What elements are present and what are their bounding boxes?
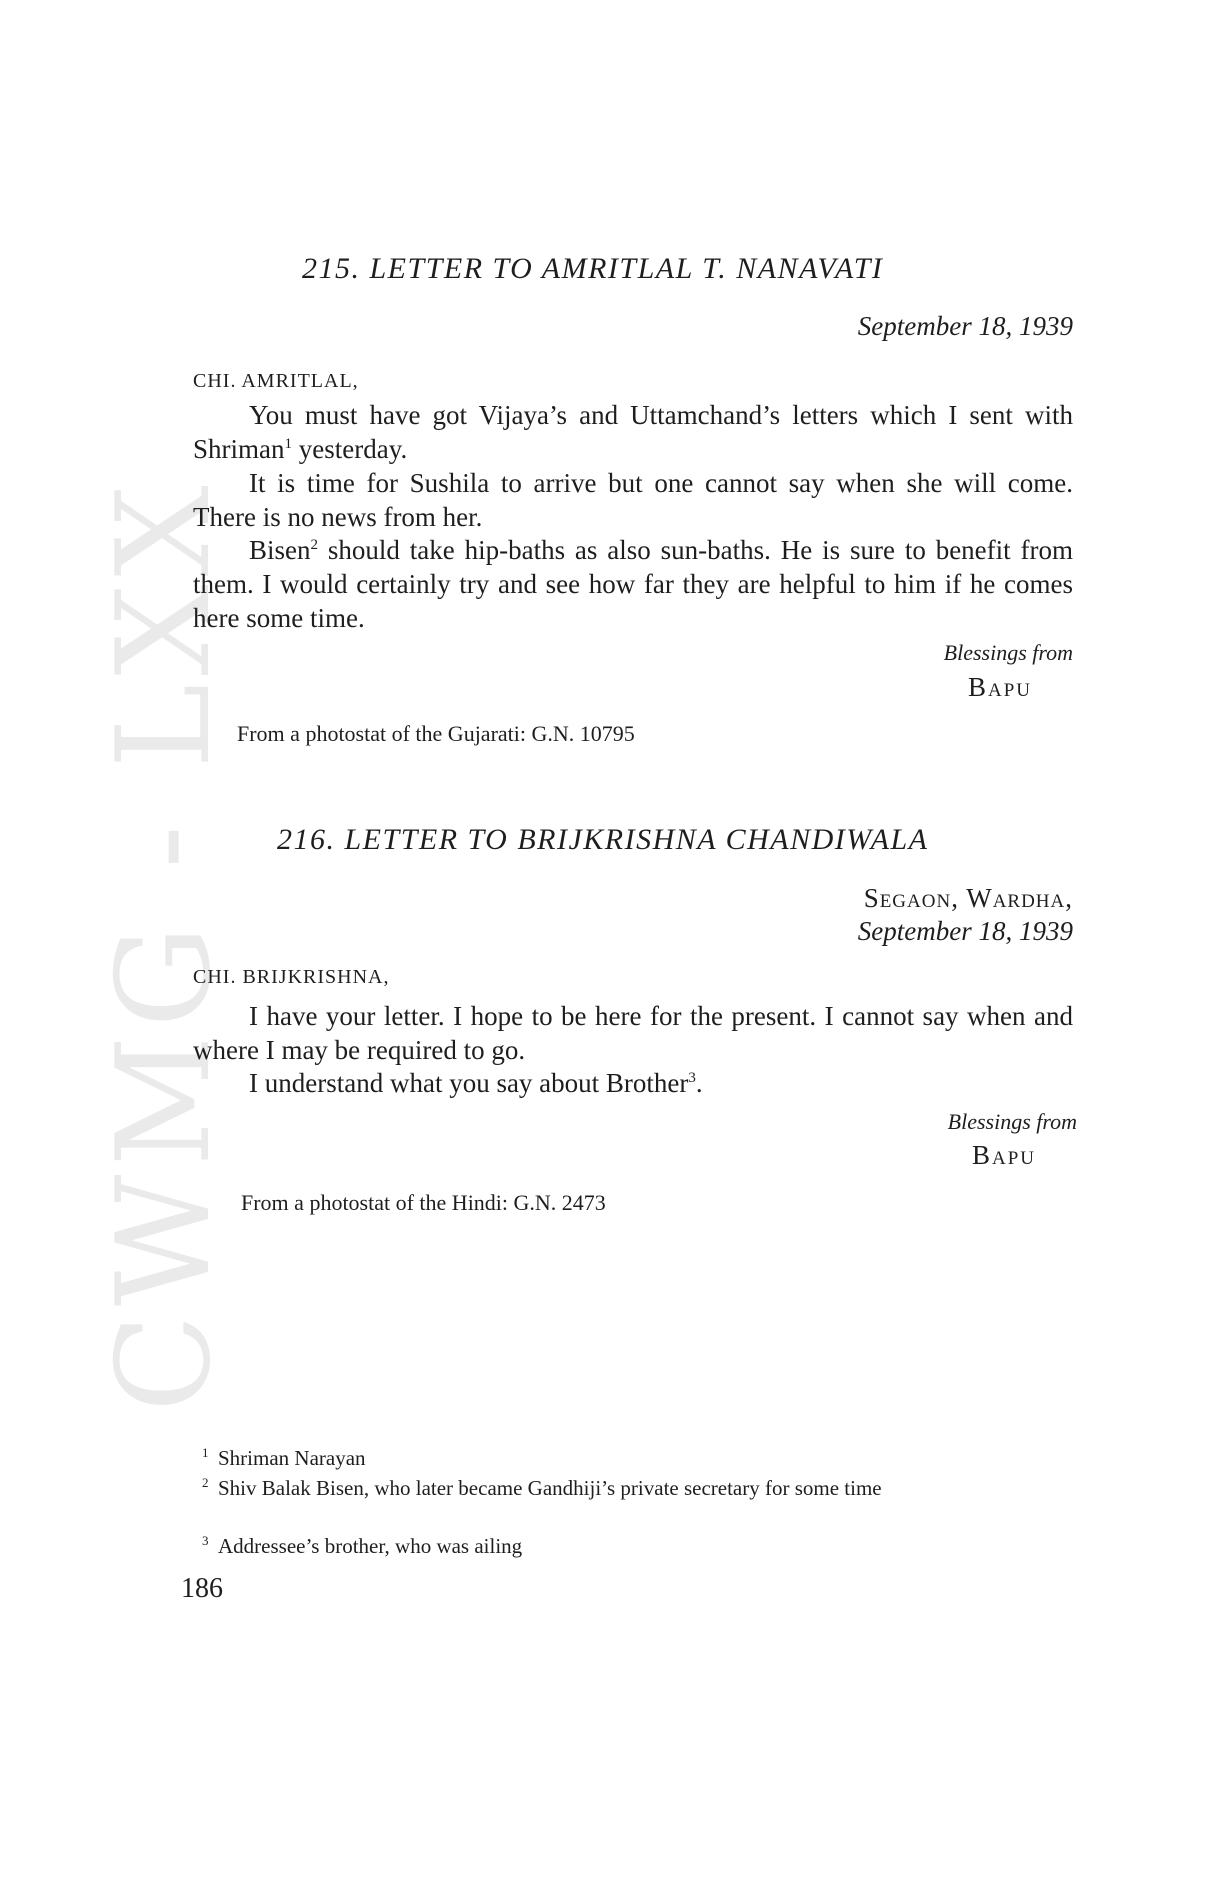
letter-216-heading: 216. LETTER TO BRIJKRISHNA CHANDIWALA (277, 823, 929, 856)
page-number: 186 (181, 1573, 223, 1604)
letter-215-source: From a photostat of the Gujarati: G.N. 10795 (237, 721, 635, 746)
letter-215-blessing: Blessings from (943, 640, 1073, 665)
letter-215-paragraph-3: Bisen$^2$ should take hip-baths as also sun-baths. He is sure to benefit from them. I would certainly try and see how far they are helpful to him if he comes here some time. (193, 535, 1073, 633)
letter-216-paragraph-2: I understand what you say about Brother$^3$. (249, 1068, 703, 1098)
letter-216-salutation: CHI. BRIJKRISHNA, (193, 966, 390, 988)
letter-215-heading: 215. LETTER TO AMRITLAL T. NANAVATI (302, 252, 884, 285)
letter-216-blessing: Blessings from (947, 1109, 1077, 1134)
letter-216-paragraph-1: I have your letter. I hope to be here for the present. I cannot say when and where I may be required to go. (193, 1001, 1073, 1065)
letter-215-paragraph-1: You must have got Vijaya’s and Uttamchand’s letters which I sent with Shriman$^1$ yesterday. (193, 400, 1073, 464)
letter-215-paragraph-2: It is time for Sushila to arrive but one cannot say when she will come. There is no news from her. (193, 468, 1073, 532)
footnote-1: $^1$ Shriman Narayan (202, 1445, 366, 1470)
footnote-3: $^3$ Addressee’s brother, who was ailing (202, 1533, 523, 1558)
letter-215-date: September 18, 1939 (857, 311, 1073, 341)
footnote-2: $^2$ Shiv Balak Bisen, who later became Gandhiji’s private secretary for some time (202, 1475, 882, 1500)
letter-215-signature: Bapu (968, 672, 1033, 702)
letter-216-place: Segaon, Wardha, (863, 883, 1073, 913)
letter-216-signature: Bapu (972, 1140, 1037, 1170)
letter-216-source: From a photostat of the Hindi: G.N. 2473 (241, 1190, 606, 1215)
watermark-text: CWMG - LXX (90, 477, 239, 1412)
letter-215-salutation: CHI. AMRITLAL, (193, 370, 359, 392)
letter-216-date: September 18, 1939 (857, 916, 1073, 946)
